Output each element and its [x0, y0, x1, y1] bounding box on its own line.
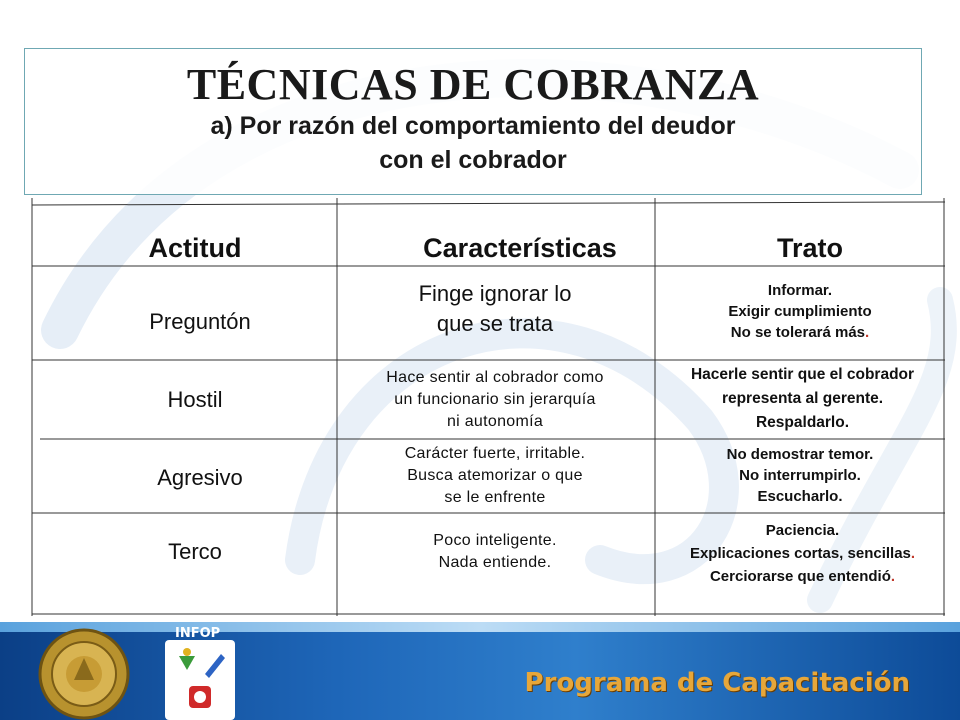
row-1-caracteristicas	[340, 274, 650, 344]
row-3-char-line-2: Busca atemorizar o que	[407, 467, 583, 484]
row-3-trato	[660, 441, 940, 509]
row-4-trato-line-3-wrap: Cerciorarse que entendió.	[709, 567, 896, 585]
header-actitud: Actitud	[148, 232, 242, 263]
page-title: TÉCNICAS DE COBRANZA	[186, 60, 760, 109]
row-3-trato-line-3: Escucharlo.	[757, 487, 843, 505]
row-3-caracteristicas	[340, 440, 650, 512]
row-2-char-line-2: un funcionario sin jerarquía	[394, 391, 596, 408]
subtitle-line-1: a) Por razón del comportamiento del deudor	[210, 112, 736, 140]
infop-logo-icon	[165, 640, 235, 720]
row-4-caracteristicas	[340, 526, 650, 578]
row-3-trato-line-1: No demostrar temor.	[726, 445, 874, 463]
row-1-trato	[660, 276, 940, 346]
seal-logo-icon	[38, 628, 130, 720]
row-3-actitud: Agresivo	[157, 465, 243, 490]
row-2-char-line-1: Hace sentir al cobrador como	[386, 369, 604, 386]
row-3-char-line-1: Carácter fuerte, irritable.	[404, 445, 586, 462]
row-4-char-line-2: Nada entiende.	[438, 554, 552, 571]
row-1-trato-line-3-wrap: No se tolerará más.	[730, 323, 870, 341]
row-4-trato-line-2-wrap: Explicaciones cortas, sencillas.	[689, 544, 916, 562]
row-1-trato-line-2: Exigir cumplimiento	[728, 302, 872, 320]
row-1-trato-line-1: Informar.	[767, 281, 833, 299]
row-4-trato	[655, 515, 950, 591]
row-2-trato-line-3: Respaldarlo.	[755, 414, 850, 431]
row-1-actitud: Preguntón	[149, 309, 251, 334]
row-2-trato	[660, 362, 945, 436]
footer-highlight-band	[0, 622, 960, 632]
row-4-char-line-1: Poco inteligente.	[433, 532, 557, 549]
row-4-trato-line-1: Paciencia.	[765, 521, 840, 539]
row-2-char-line-3: ni autonomía	[446, 413, 544, 430]
header-caracteristicas: Características	[423, 232, 617, 263]
row-3-char-line-3: se le enfrente	[444, 489, 546, 506]
row-2-trato-line-1: Hacerle sentir que el cobrador	[690, 366, 915, 383]
row-4-trato-line-2: Explicaciones cortas, sencillas	[689, 544, 911, 562]
row-2-caracteristicas	[340, 362, 650, 438]
row-1-char-line-1: Finge ignorar lo	[418, 281, 572, 306]
row-4-trato-line-3: Cerciorarse que entendió	[709, 567, 891, 585]
subtitle-line-2: con el cobrador	[379, 146, 567, 174]
infop-logo-text: INFOP	[175, 626, 221, 641]
row-2-actitud: Hostil	[167, 387, 223, 412]
row-2-trato-line-2: representa al gerente.	[721, 390, 884, 407]
row-1-char-line-2: que se trata	[436, 311, 554, 336]
header-trato: Trato	[776, 232, 843, 263]
title-box	[24, 48, 922, 195]
row-3-trato-line-2: No interrumpirlo.	[739, 466, 861, 484]
row-1-trato-line-3: No se tolerará más	[730, 323, 866, 341]
row-4-actitud: Terco	[168, 539, 222, 564]
program-title: Programa de Capacitación	[524, 668, 910, 698]
